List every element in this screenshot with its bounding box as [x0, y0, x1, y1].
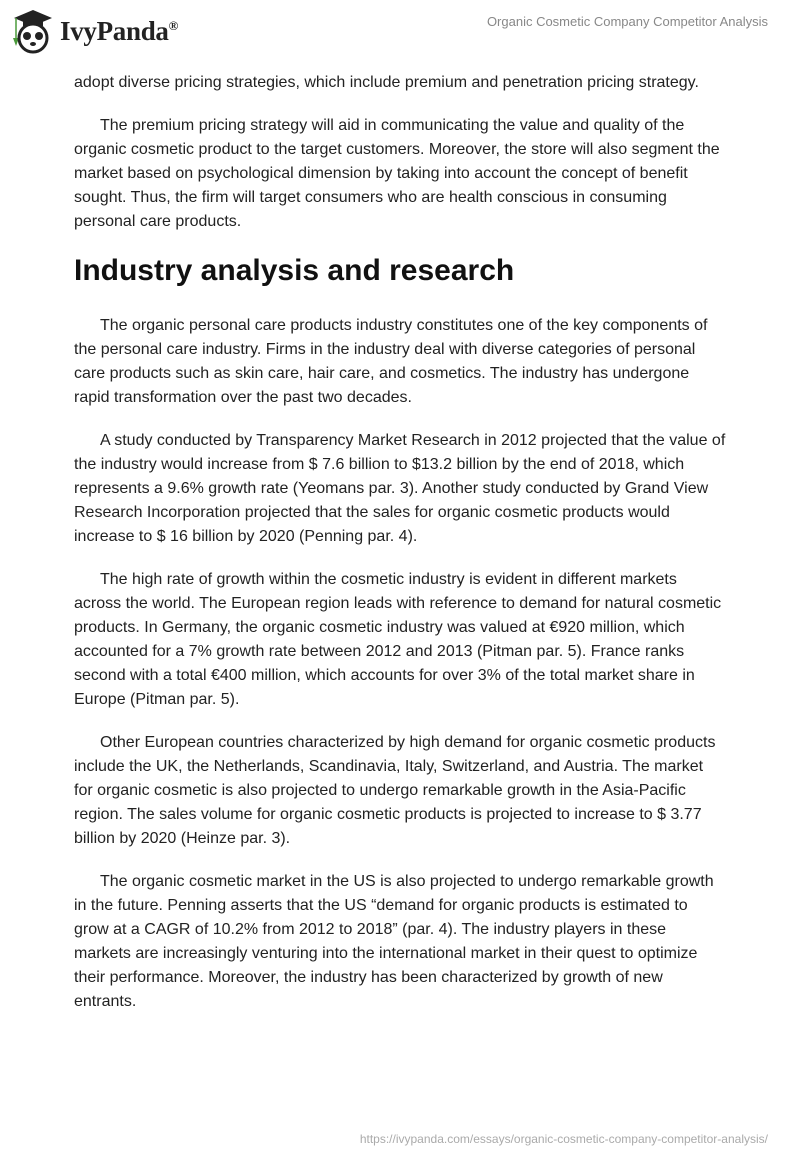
panda-graduate-icon [12, 8, 54, 54]
paragraph: The premium pricing strategy will aid in communicating the value and quality of the organic cosmetic product to the target customers. Moreover, the store will also segment the market based on psychological dimension by taking into account the concept of benefit sought. Thus, the firm will target consumers who are health conscious in consuming personal care products. [74, 117, 720, 230]
paragraph: adopt diverse pricing strategies, which include premium and penetration pricing strategy. [74, 74, 699, 91]
paragraph: The organic personal care products industry constitutes one of the key components of the personal care industry. Firms in the industry deal with diverse categories of personal care products such as skin care, hair care, and cosmetics. The industry has undergone rapid transformation over the past two decades. [74, 317, 708, 406]
document-title: Organic Cosmetic Company Competitor Analysis [486, 14, 768, 29]
registered-mark: ® [168, 17, 179, 33]
logo-text: IvyPanda [60, 15, 169, 46]
ivypanda-logo[interactable] [12, 8, 178, 54]
footer-url[interactable]: https://ivypanda.com/essays/organic-cosmetic-company-competitor-analysis/ [359, 1132, 768, 1146]
paragraph: The organic cosmetic market in the US is also projected to undergo remarkable growth in the future. Penning asserts that the US “demand for organic products is estimated to grow at a CAGR of 10.2% from 2012 to 2018” (par. 4). The industry players in these markets are increasingly venturing into the international market in their quest to optimize their performance. Moreover, the industry has been characterized by growth of new entrants. [74, 873, 714, 1010]
section-heading: Industry analysis and research [74, 254, 515, 287]
paragraph: Other European countries characterized by high demand for organic cosmetic products include the UK, the Netherlands, Scandinavia, Italy, Switzerland, and Austria. The market for organic cosmetic is also projected to undergo remarkable growth in the Asia-Pacific region. The sales volume for organic cosmetic products is projected to increase to $ 3.77 billion by 2020 (Heinze par. 3). [74, 734, 716, 847]
essay-content [74, 71, 726, 1033]
paragraph: The high rate of growth within the cosmetic industry is evident in different markets across the world. The European region leads with reference to demand for natural cosmetic products. In Germany, the organic cosmetic industry was valued at €920 million, which accounted for a 7% growth rate between 2012 and 2013 (Pitman par. 5). France ranks second with a total €400 million, which accounts for over 3% of the total market share in Europe (Pitman par. 5). [74, 571, 722, 708]
paragraph: A study conducted by Transparency Market Research in 2012 projected that the value of the industry would increase from $ 7.6 billion to $13.2 billion by the end of 2018, which represents a 9.6% growth rate (Yeomans par. 3). Another study conducted by Grand View Research Incorporation projected that the sales for organic cosmetic products would increase to $ 16 billion by 2020 (Penning par. 4). [74, 432, 726, 545]
